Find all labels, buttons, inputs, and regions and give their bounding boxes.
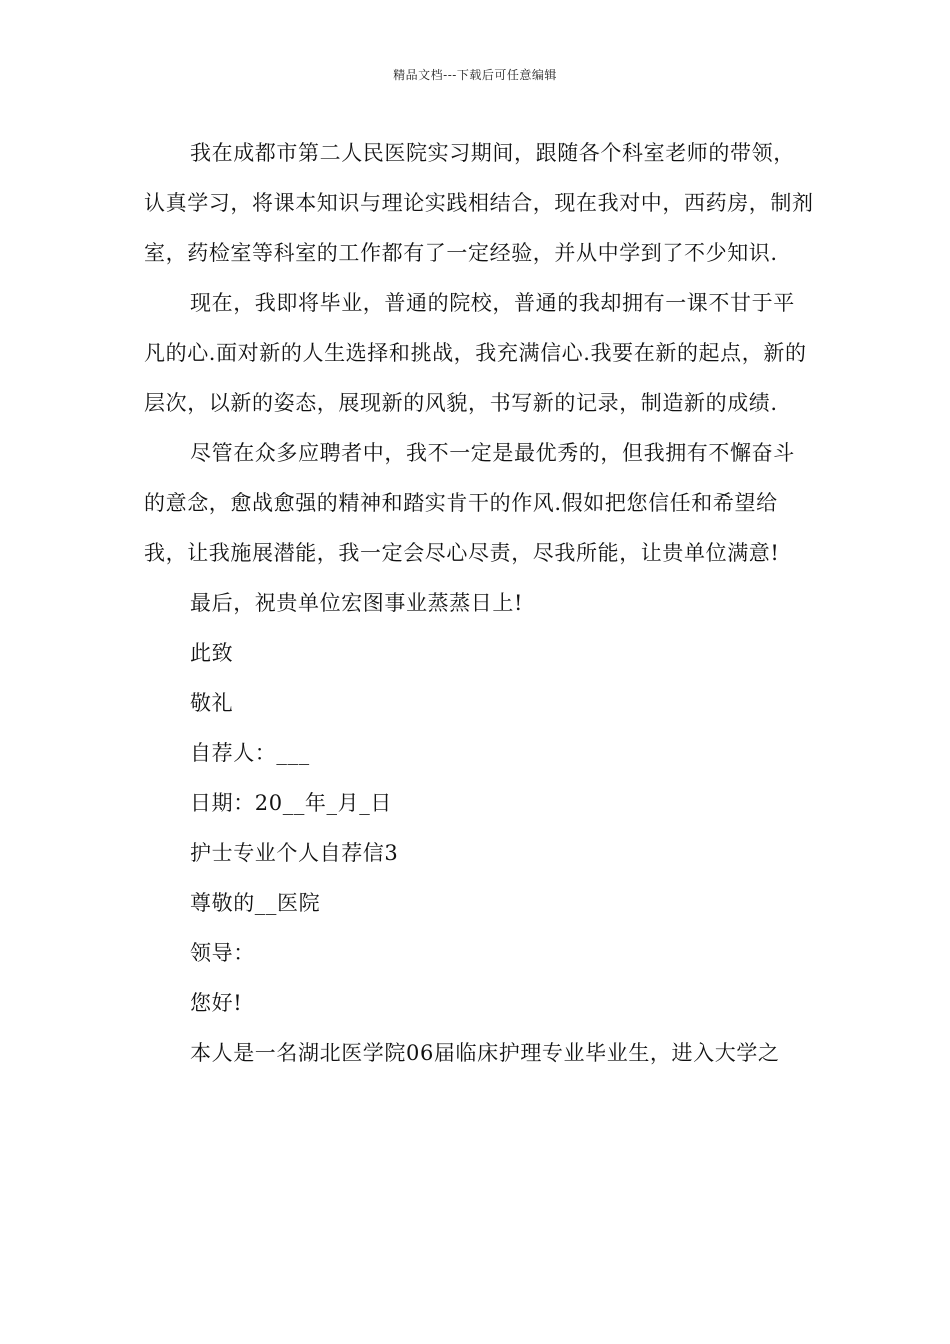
closing-wish: 最后，祝贵单位宏图事业蒸蒸日上! <box>190 591 524 615</box>
paragraph-internship: 我在成都市第二人民医院实习期间，跟随各个科室老师的带领，认真学习，将课本知识与理论实践相结合，现在我对中，西药房，制剂室，药检室等科室的工作都有了一定经验，并从中学到了不少知识. <box>144 141 814 265</box>
next-letter-title: 护士专业个人自荐信3 <box>190 841 399 865</box>
intro-line: 本人是一名湖北医学院06届临床护理专业毕业生，进入大学之 <box>190 1041 780 1065</box>
letter-body <box>144 128 816 1078</box>
signer-line: 自荐人：___ <box>190 741 310 765</box>
recipient-line: 尊敬的__医院 <box>190 891 321 915</box>
salutation-cizhi: 此致 <box>190 641 234 665</box>
salutation-jingli: 敬礼 <box>190 691 234 715</box>
paragraph-commitment: 尽管在众多应聘者中，我不一定是最优秀的，但我拥有不懈奋斗的意念，愈战愈强的精神和踏实肯干的作风.假如把您信任和希望给我，让我施展潜能，我一定会尽心尽责，尽我所能，让贵单位满意! <box>144 441 795 565</box>
date-line: 日期：20__年_月_日 <box>190 791 392 815</box>
page-header: 精品文档---下载后可任意编辑 <box>393 68 557 82</box>
recipient-leaders: 领导： <box>190 941 255 965</box>
paragraph-graduation: 现在，我即将毕业，普通的院校，普通的我却拥有一课不甘于平凡的心.面对新的人生选择和挑战，我充满信心.我要在新的起点，新的层次，以新的姿态，展现新的风貌，书写新的记录，制造新的成绩. <box>144 291 807 415</box>
greeting-line: 您好! <box>190 991 243 1015</box>
